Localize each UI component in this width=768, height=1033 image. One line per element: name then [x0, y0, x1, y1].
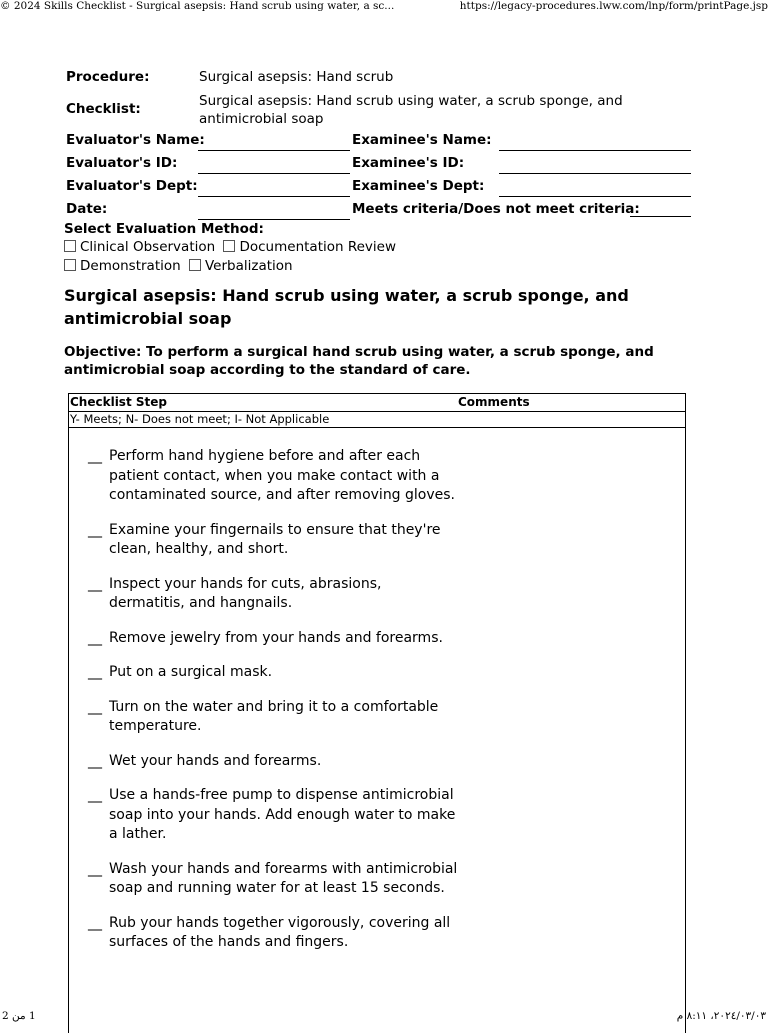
- step-text: Use a hands-free pump to dispense antimicrobial soap into your hands. Add enough water to make a lather.: [109, 787, 456, 842]
- checklist-step: [88, 629, 458, 649]
- step-blank[interactable]: __: [88, 860, 102, 877]
- checklist-step: [88, 786, 458, 845]
- examinee-id-label: Examinee's ID:: [352, 155, 465, 171]
- step-text: Perform hand hygiene before and after each patient contact, when you make contact with a contaminated source, and after removing gloves.: [109, 448, 456, 503]
- evaluator-dept-label: Evaluator's Dept:: [66, 178, 198, 194]
- evaluation-options-row-2: [64, 258, 297, 274]
- step-blank[interactable]: __: [88, 629, 102, 646]
- procedure-value: Surgical asepsis: Hand scrub: [199, 69, 394, 85]
- checkbox-demonstration[interactable]: [64, 259, 76, 271]
- evaluator-id-label: Evaluator's ID:: [66, 155, 178, 171]
- step-text: Wash your hands and forearms with antimicrobial soap and running water for at least 15 seconds.: [109, 860, 458, 896]
- checklist-title: Surgical asepsis: Hand scrub using water, a scrub sponge, and antimicrobial soap: [64, 286, 629, 328]
- date-label: Date:: [66, 201, 108, 217]
- option-clinical-observation-label: Clinical Observation: [80, 239, 216, 255]
- checklist-step: [88, 860, 458, 899]
- checklist-steps: [88, 447, 458, 968]
- step-text: Remove jewelry from your hands and forearms.: [109, 629, 443, 646]
- procedure-label: Procedure:: [66, 69, 150, 85]
- step-blank[interactable]: __: [88, 698, 102, 715]
- examinee-name-field[interactable]: [499, 150, 691, 151]
- examinee-dept-field[interactable]: [499, 196, 691, 197]
- table-header: [69, 394, 685, 412]
- step-text: Examine your fingernails to ensure that they're clean, healthy, and short.: [109, 521, 441, 557]
- option-demonstration-label: Demonstration: [80, 258, 181, 274]
- checkbox-verbalization[interactable]: [189, 259, 201, 271]
- evaluator-name-label: Evaluator's Name:: [66, 132, 205, 148]
- checklist-step: [88, 521, 458, 560]
- meets-criteria-field[interactable]: [630, 216, 691, 217]
- evaluation-options-row-1: [64, 239, 400, 255]
- print-timestamp: ٢٠٢٤/٠٣/٠٣، ٨:١١ م: [676, 1010, 766, 1022]
- date-field[interactable]: [198, 219, 350, 220]
- checklist-step: [88, 575, 458, 614]
- step-text: Inspect your hands for cuts, abrasions, dermatitis, and hangnails.: [109, 575, 382, 611]
- checklist-step: [88, 752, 458, 772]
- step-blank[interactable]: __: [88, 664, 102, 680]
- step-blank[interactable]: __: [88, 787, 102, 803]
- evaluator-dept-field[interactable]: [198, 196, 350, 197]
- evaluator-id-field[interactable]: [198, 173, 350, 174]
- checkbox-clinical-observation[interactable]: [64, 240, 76, 252]
- step-text: Turn on the water and bring it to a comfortable temperature.: [109, 698, 439, 734]
- step-blank[interactable]: __: [88, 575, 102, 592]
- step-text: Wet your hands and forearms.: [109, 752, 322, 769]
- table-legend: Y- Meets; N- Does not meet; I- Not Applicable: [69, 411, 685, 428]
- evaluation-method-heading: Select Evaluation Method:: [64, 221, 264, 237]
- checklist-label: Checklist:: [66, 101, 141, 117]
- step-text: Rub your hands together vigorously, covering all surfaces of the hands and fingers.: [109, 914, 451, 950]
- option-verbalization-label: Verbalization: [204, 258, 293, 274]
- page-number: 1 من 2: [2, 1010, 36, 1022]
- checklist-value: Surgical asepsis: Hand scrub using water, a scrub sponge, and antimicrobial soap: [199, 93, 623, 127]
- step-text: Put on a surgical mask.: [109, 664, 273, 680]
- checklist-step: [88, 698, 458, 737]
- print-header-url: https://legacy-procedures.lww.com/lnp/form/printPage.jsp: [459, 0, 768, 12]
- option-documentation-review-label: Documentation Review: [239, 239, 397, 255]
- checklist-step: [88, 663, 458, 683]
- step-blank[interactable]: __: [88, 521, 102, 538]
- step-blank[interactable]: __: [88, 914, 102, 931]
- step-blank[interactable]: __: [88, 448, 102, 464]
- examinee-dept-label: Examinee's Dept:: [352, 178, 485, 194]
- meets-criteria-label: Meets criteria/Does not meet criteria:: [352, 201, 640, 217]
- checkbox-documentation-review[interactable]: [223, 240, 235, 252]
- column-header-step: Checklist Step: [70, 395, 167, 409]
- checklist-step: [88, 914, 458, 953]
- print-header-title: © 2024 Skills Checklist - Surgical asepsis: Hand scrub using water, a sc...: [0, 0, 395, 12]
- examinee-name-label: Examinee's Name:: [352, 132, 492, 148]
- evaluator-name-field[interactable]: [198, 150, 350, 151]
- column-header-comments: Comments: [458, 395, 530, 409]
- step-blank[interactable]: __: [88, 752, 102, 769]
- objective-text: Objective: To perform a surgical hand scrub using water, a scrub sponge, and antimicrobial soap according to the standard of care.: [64, 344, 654, 378]
- checklist-step: [88, 447, 458, 506]
- examinee-id-field[interactable]: [499, 173, 691, 174]
